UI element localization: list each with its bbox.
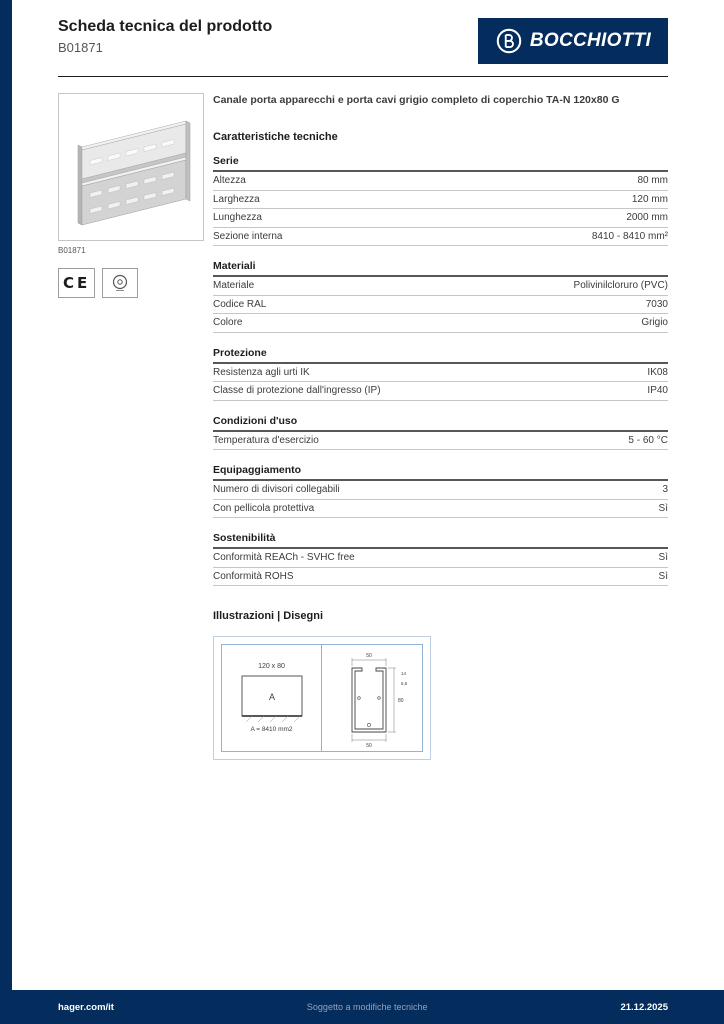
spec-label: Codice RAL [213, 298, 267, 310]
spec-value: 3 [662, 484, 668, 496]
spec-section [213, 413, 668, 451]
certification-marks [58, 268, 204, 298]
spec-value: 120 mm [631, 193, 668, 205]
header [0, 0, 724, 64]
spec-row [213, 549, 668, 568]
section-letter: A [268, 692, 275, 703]
footer-website-link[interactable]: hager.com/it [58, 1001, 114, 1013]
dim-bottom: 50 [366, 743, 372, 749]
bocchiotti-logo-icon [495, 27, 523, 55]
spec-label: Resistenza agli urti IK [213, 366, 310, 378]
spec-row [213, 481, 668, 500]
spec-row [213, 432, 668, 451]
section-title: Materiali [213, 258, 668, 277]
footer-note: Soggetto a modifiche tecniche [306, 1002, 428, 1012]
spec-row [213, 228, 668, 247]
spec-sections [213, 153, 668, 586]
product-image-caption: B01871 [58, 246, 86, 255]
spec-value: IK08 [647, 366, 668, 378]
section-title: Protezione [213, 345, 668, 364]
right-column [213, 93, 668, 760]
dimension-drawing [222, 645, 322, 751]
spec-value: 80 mm [637, 175, 668, 187]
spec-row [213, 314, 668, 333]
spec-value: Sì [658, 552, 668, 564]
ce-mark-label: CE [63, 274, 91, 292]
section-title: Serie [213, 153, 668, 172]
spec-row [213, 172, 668, 191]
spec-section [213, 258, 668, 333]
spec-row [213, 568, 668, 587]
spec-label: Colore [213, 317, 243, 329]
spec-label: Conformità ROHS [213, 570, 294, 582]
spec-row [213, 364, 668, 383]
title-block [58, 18, 272, 55]
quality-mark [102, 268, 138, 298]
spec-value: Grigio [641, 317, 668, 329]
illustrations-heading: Illustrazioni | Disegni [213, 610, 324, 623]
spec-value: 5 - 60 °C [628, 434, 668, 446]
spec-value: 7030 [645, 298, 668, 310]
dim-right2: 6,5 [401, 681, 408, 687]
spec-value: IP40 [647, 385, 668, 397]
ce-mark [58, 268, 95, 298]
area-label: A = 8410 mm2 [250, 726, 293, 734]
spec-label: Larghezza [213, 193, 260, 205]
technical-drawing-box [213, 636, 431, 760]
spec-label: Materiale [213, 280, 255, 292]
spec-value: Sì [658, 570, 668, 582]
spec-section [213, 462, 668, 518]
spec-label: Temperatura d'esercizio [213, 434, 319, 446]
spec-value: 2000 mm [626, 212, 668, 224]
spec-label: Altezza [213, 175, 246, 187]
profile-drawing [322, 645, 422, 751]
product-code: B01871 [58, 40, 103, 55]
spec-label: Numero di divisori collegabili [213, 484, 340, 496]
dim-side: 80 [398, 698, 404, 705]
spec-label: Conformità REACh - SVHC free [213, 552, 355, 564]
spec-row [213, 500, 668, 519]
content [0, 77, 724, 760]
section-title: Sostenibilità [213, 530, 668, 549]
spec-row [213, 277, 668, 296]
spec-section [213, 153, 668, 246]
product-image [66, 101, 196, 233]
brand-logo [478, 18, 668, 64]
section-title: Condizioni d'uso [213, 413, 668, 432]
product-image-frame [58, 93, 204, 241]
spec-section [213, 345, 668, 401]
spec-section [213, 530, 668, 586]
specs-heading: Caratteristiche tecniche [213, 131, 338, 144]
left-accent-bar [0, 0, 12, 1024]
dim-right1: 14 [401, 671, 407, 677]
section-title: Equipaggiamento [213, 462, 668, 481]
spec-label: Con pellicola protettiva [213, 502, 315, 514]
product-description: Canale porta apparecchi e porta cavi grigio completo di coperchio TA-N 120x80 G [213, 94, 620, 106]
spec-row [213, 296, 668, 315]
spec-row [213, 382, 668, 401]
footer-date: 21.12.2025 [620, 1001, 668, 1013]
spec-row [213, 191, 668, 210]
spec-value: Sì [658, 502, 668, 514]
spec-label: Classe di protezione dall'ingresso (IP) [213, 385, 381, 397]
spec-value: 8410 - 8410 mm² [591, 230, 668, 242]
brand-name: BOCCHIOTTI [529, 30, 652, 51]
technical-drawing-frame [221, 644, 423, 752]
spec-label: Sezione interna [213, 230, 283, 242]
profile-drawing-svg [326, 648, 418, 748]
spec-value: Polivinilcloruro (PVC) [573, 280, 668, 292]
spec-label: Lunghezza [213, 212, 262, 224]
dim-top: 50 [366, 653, 372, 660]
size-label: 120 x 80 [258, 663, 285, 671]
page-title: Scheda tecnica del prodotto [58, 18, 273, 35]
footer [0, 990, 724, 1024]
left-column [58, 93, 204, 298]
cross-section-drawing [232, 672, 312, 724]
spec-row [213, 209, 668, 228]
quality-mark-icon [110, 273, 130, 293]
